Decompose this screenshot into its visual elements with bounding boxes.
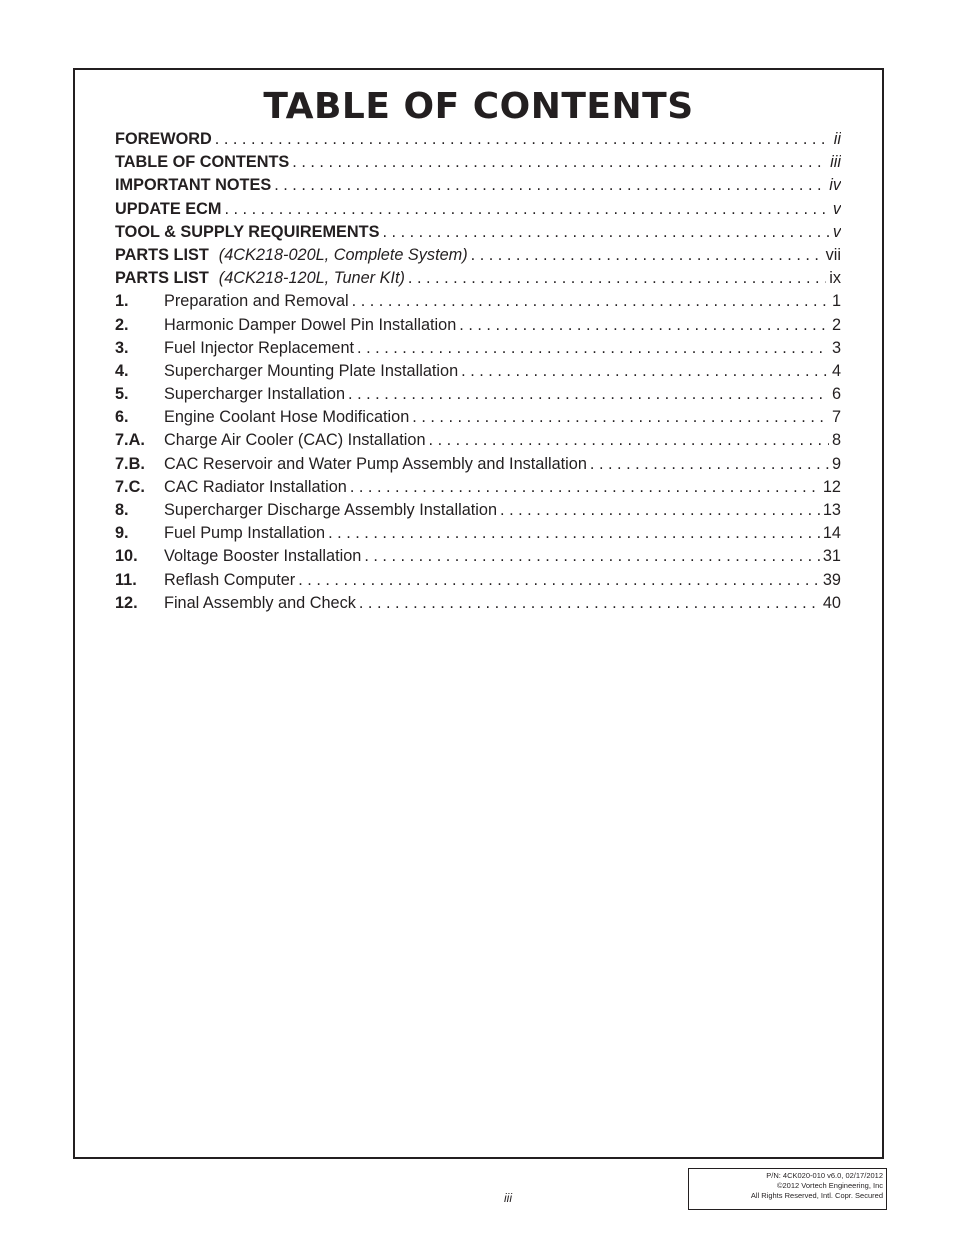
toc-entry-page: iii <box>830 153 841 172</box>
toc-entry[interactable] <box>115 455 841 478</box>
dot-leader <box>357 339 829 358</box>
toc-entry-label: FOREWORD <box>115 130 212 148</box>
toc-entry[interactable] <box>115 362 841 385</box>
page-frame <box>73 68 884 1159</box>
toc-entry-label: CAC Reservoir and Water Pump Assembly and Installation <box>164 454 587 473</box>
dot-leader <box>328 524 820 543</box>
toc-entry-label: Final Assembly and Check <box>164 593 356 612</box>
toc-entry-label: IMPORTANT NOTES <box>115 176 272 195</box>
footer-copyright: ©2012 Vortech Engineering, Inc <box>776 1181 883 1190</box>
toc-entry-page: 6 <box>831 385 841 404</box>
toc-entry-number: 6. <box>115 408 129 427</box>
toc-entry[interactable] <box>115 524 841 547</box>
toc-entry-label: Supercharger Mounting Plate Installation <box>164 361 459 380</box>
toc-entry-page: 2 <box>831 315 841 334</box>
page-title: TABLE OF CONTENTS <box>263 86 694 127</box>
toc-entry-label: Engine Coolant Hose Modification <box>164 408 410 427</box>
toc-entry-label: CAC Radiator Installation <box>164 477 347 496</box>
toc-entry-label: PARTS LIST <box>115 245 209 264</box>
toc-entry-page: 1 <box>831 292 841 311</box>
toc-entry-page: 40 <box>822 593 841 612</box>
dot-leader <box>359 594 820 613</box>
toc-entry[interactable] <box>115 571 841 594</box>
toc-entry[interactable] <box>115 385 841 408</box>
toc-entry-number: 11. <box>115 570 137 589</box>
toc-entry-page: 7 <box>831 408 841 427</box>
toc-entry-number: 4. <box>115 361 129 380</box>
dot-leader <box>461 362 829 381</box>
toc-entry-page: 31 <box>822 547 841 566</box>
footer-part-number: P/N: 4CK020-010 v6.0, 02/17/2012 <box>766 1171 883 1180</box>
toc-entry[interactable] <box>115 547 841 570</box>
toc-entry-page: 3 <box>831 338 841 357</box>
dot-leader <box>298 571 820 590</box>
dot-leader <box>590 455 829 474</box>
toc-entry[interactable] <box>115 176 841 199</box>
dot-leader <box>471 246 823 265</box>
toc-entry[interactable] <box>115 339 841 362</box>
toc-entry[interactable] <box>115 223 841 246</box>
dot-leader <box>350 478 820 497</box>
toc-entry-label: Voltage Booster Installation <box>164 547 362 566</box>
toc-entry-number: 8. <box>115 501 129 519</box>
toc-entry[interactable] <box>115 431 841 454</box>
toc-entry-label: Charge Air Cooler (CAC) Installation <box>164 431 426 450</box>
footer-rights: All Rights Reserved, Intl. Copr. Secured <box>750 1191 883 1200</box>
toc-entry-label: UPDATE ECM <box>115 199 222 218</box>
dot-leader <box>500 501 820 520</box>
dot-leader <box>429 431 829 450</box>
toc-entry-number: 1. <box>115 292 129 311</box>
toc-entry-label: TOOL & SUPPLY REQUIREMENTS <box>115 222 380 241</box>
toc-entry-page: ix <box>829 269 841 288</box>
dot-leader <box>364 547 820 566</box>
toc-entry-page: ii <box>833 130 841 148</box>
toc-entry-label: PARTS LIST <box>115 269 209 288</box>
toc-entry-page: 12 <box>822 477 841 496</box>
toc-entry[interactable] <box>115 153 841 176</box>
toc-entry-page: v <box>832 199 841 218</box>
dot-leader <box>224 200 829 219</box>
toc-entry-page: 39 <box>822 570 841 589</box>
toc-entry[interactable] <box>115 501 841 524</box>
toc-list <box>115 130 841 617</box>
toc-entry-number: 12. <box>115 593 138 612</box>
toc-entry-page: iv <box>829 176 841 195</box>
toc-entry-page: vii <box>825 245 841 264</box>
toc-entry-page: 4 <box>831 361 841 380</box>
toc-entry-label: Preparation and Removal <box>164 292 349 311</box>
dot-leader <box>274 176 826 195</box>
toc-entry[interactable] <box>115 200 841 223</box>
toc-entry[interactable] <box>115 246 841 269</box>
toc-entry-label: Supercharger Installation <box>164 385 346 404</box>
toc-entry-subtitle: (4CK218-120L, Tuner KIt) <box>218 269 405 288</box>
toc-entry-page: v <box>832 222 841 241</box>
toc-entry-number: 3. <box>115 338 129 357</box>
toc-entry-label: TABLE OF CONTENTS <box>115 153 290 172</box>
toc-entry-page: 13 <box>822 501 841 519</box>
dot-leader <box>408 269 826 288</box>
toc-entry[interactable] <box>115 130 841 153</box>
toc-entry[interactable] <box>115 594 841 617</box>
toc-entry-label: Supercharger Discharge Assembly Installation <box>164 501 498 519</box>
dot-leader <box>292 153 827 172</box>
toc-entry-label: Reflash Computer <box>164 570 296 589</box>
dot-leader <box>215 130 831 149</box>
toc-entry-page: 8 <box>831 431 841 450</box>
footer-info-box <box>688 1168 887 1210</box>
toc-entry[interactable] <box>115 316 841 339</box>
toc-entry-label: Fuel Injector Replacement <box>164 338 355 357</box>
dot-leader <box>459 316 829 335</box>
toc-entry-number: 9. <box>115 524 129 543</box>
toc-entry-label: Fuel Pump Installation <box>164 524 326 543</box>
toc-entry-label: Harmonic Damper Dowel Pin Installation <box>164 315 457 334</box>
toc-entry-page: 9 <box>831 454 841 473</box>
toc-entry-number: 10. <box>115 547 138 566</box>
toc-entry[interactable] <box>115 478 841 501</box>
toc-entry[interactable] <box>115 269 841 292</box>
toc-entry-number: 7.C. <box>115 477 145 496</box>
toc-entry[interactable] <box>115 408 841 431</box>
toc-entry-page: 14 <box>822 524 841 543</box>
toc-entry-number: 2. <box>115 315 129 334</box>
toc-entry-number: 5. <box>115 385 129 404</box>
toc-entry-number: 7.A. <box>115 431 145 450</box>
dot-leader <box>382 223 829 242</box>
dot-leader <box>348 385 829 404</box>
dot-leader <box>412 408 829 427</box>
toc-entry-number: 7.B. <box>115 454 145 473</box>
toc-entry-subtitle: (4CK218-020L, Complete System) <box>218 245 468 264</box>
toc-entry[interactable] <box>115 292 841 315</box>
footer-page-number: iii <box>504 1191 512 1205</box>
dot-leader <box>352 292 829 311</box>
